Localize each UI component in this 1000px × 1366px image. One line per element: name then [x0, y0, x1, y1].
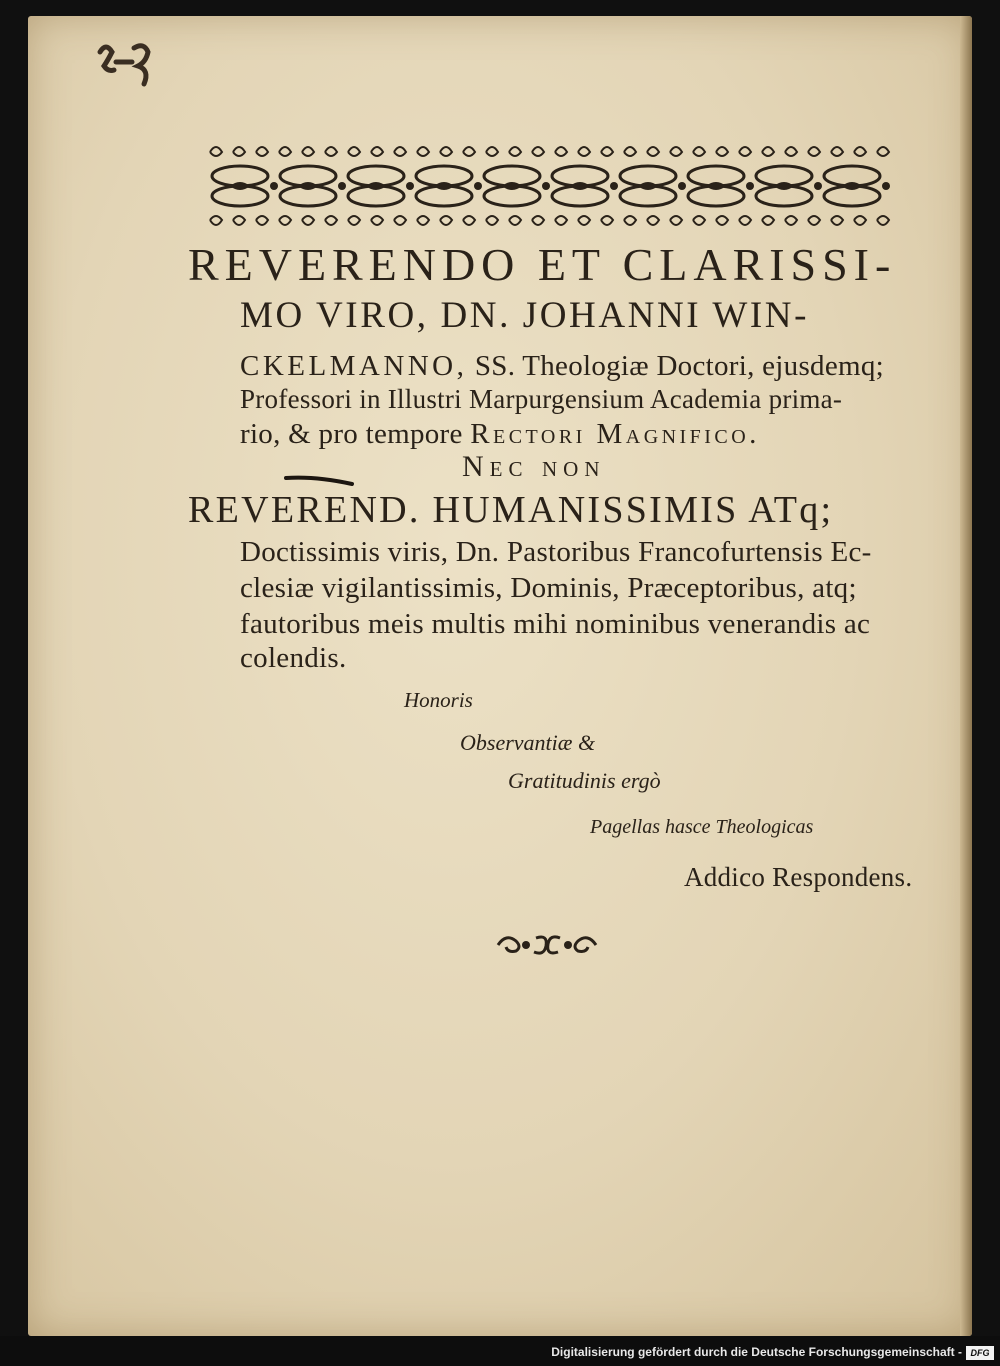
ornamental-headpiece [204, 138, 894, 234]
second-group-line-5: colendis. [240, 642, 347, 674]
dedication-line-5-start: rio, & pro tempore [240, 418, 471, 450]
second-group-line-4: fautoribus meis multis mihi nominibus venerandis ac [240, 608, 871, 640]
dedication-line-4: Professori in Illustri Marpurgensium Academia prima- [240, 384, 843, 414]
second-group-line-3: clesiæ vigilantissimis, Dominis, Præceptoribus, atq; [240, 572, 857, 604]
fleuron-ornament [492, 930, 602, 960]
second-group-line-2: Doctissimis viris, Dn. Pastoribus Francofurtensis Ec- [240, 536, 872, 568]
nec-non-heading: Nec non [462, 450, 606, 483]
ornament-top-row [210, 147, 889, 156]
dedication-line-3-rest: SS. Theologiæ Doctori, ejusdemq; [467, 350, 884, 382]
dedication-name-caps: CKELMANNO, [240, 350, 468, 382]
dedication-line-3 [240, 350, 884, 383]
page-spine-edge [960, 16, 972, 1336]
ornament-middle-row [212, 166, 890, 206]
dfg-logo: DFG [966, 1346, 994, 1360]
gratitudinis-line: Gratitudinis ergò [508, 768, 661, 793]
addico-line: Addico Respondens. [684, 862, 913, 892]
dedication-line-1: REVERENDO ET CLARISSI- [188, 239, 897, 290]
dedication-line-2: MO VIRO, DN. JOHANNI WIN- [240, 295, 810, 336]
honoris-line: Honoris [404, 688, 473, 712]
observantiae-line: Observantiæ & [460, 730, 596, 755]
digitization-credit: Digitalisierung gefördert durch die Deutsche Forschungsgemeinschaft - [551, 1345, 962, 1359]
pencil-mark [92, 38, 160, 88]
digitization-footer [0, 1336, 1000, 1366]
ornament-bottom-row [210, 216, 889, 225]
second-group-line-1: REVEREND. HUMANISSIMIS ATq; [188, 489, 834, 531]
rector-title-caps: Rectori Magnifico. [470, 418, 760, 450]
scanned-page [28, 16, 972, 1336]
pagellas-line: Pagellas hasce Theologicas [590, 816, 814, 838]
dedication-line-5 [240, 418, 760, 451]
ink-stroke-mark [284, 474, 356, 486]
